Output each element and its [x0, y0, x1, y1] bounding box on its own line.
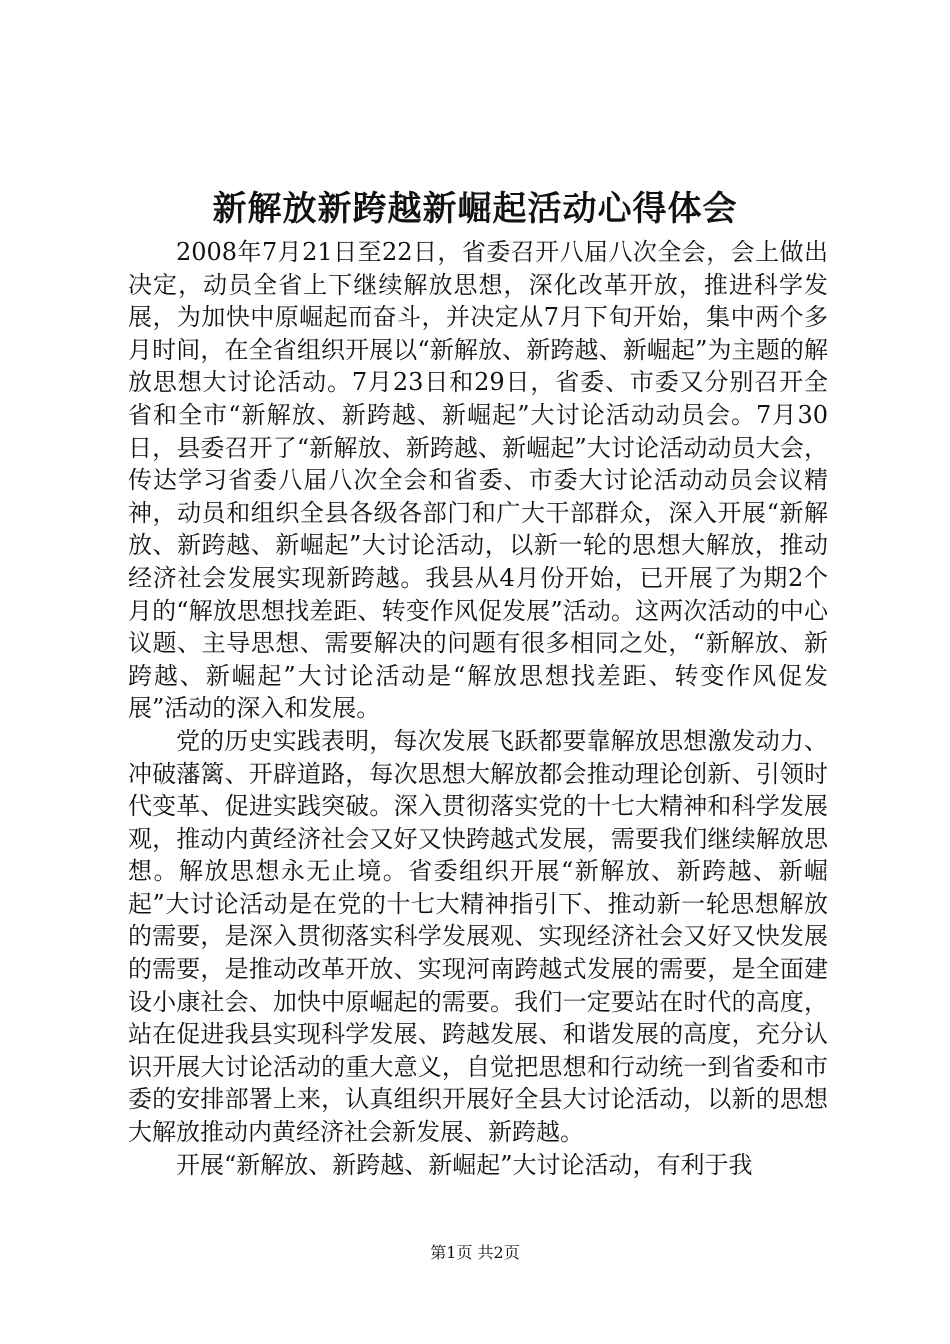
document-body	[128, 236, 828, 1181]
document-title: 新解放新跨越新崛起活动心得体会	[212, 189, 738, 229]
paragraph-2: 党的历史实践表明，每次发展飞跃都要靠解放思想激发动力、冲破藩篱、开辟道路，每次思想大解放都会推动理论创新、引领时代变革、促进实践突破。深入贯彻落实党的十七大精神和科学发展观，推动内黄经济社会又好又快跨越式发展，需要我们继续解放思想。解放思想永无止境。省委组织开展“新解放、新跨越、新崛起”大讨论活动是在党的十七大精神指引下、推动新一轮思想解放的需要，是深入贯彻落实科学发展观、实现经济社会又好又快发展的需要，是推动改革开放、实现河南跨越式发展的需要，是全面建设小康社会、加快中原崛起的需要。我们一定要站在时代的高度，站在促进我县实现科学发展、跨越发展、和谐发展的高度，充分认识开展大讨论活动的重大意义，自觉把思想和行动统一到省委和市委的安排部署上来，认真组织开展好全县大讨论活动，以新的思想大解放推动内黄经济社会新发展、新跨越。	[128, 726, 828, 1147]
page-footer: 第1页 共2页	[430, 1243, 520, 1262]
paragraph-3: 开展“新解放、新跨越、新崛起”大讨论活动，有利于我	[176, 1150, 753, 1179]
paragraph-1: 2008年7月21日至22日，省委召开八届八次全会，会上做出决定，动员全省上下继续解放思想，深化改革开放，推进科学发展，为加快中原崛起而奋斗，并决定从7月下旬开始，集中两个多月时间，在全省组织开展以“新解放、新跨越、新崛起”为主题的解放思想大讨论活动。7月23日和29日，省委、市委又分别召开全省和全市“新解放、新跨越、新崛起”大讨论活动动员会。7月30日，县委召开了“新解放、新跨越、新崛起”大讨论活动动员大会，传达学习省委八届八次全会和省委、市委大讨论活动动员会议精神，动员和组织全县各级各部门和广大干部群众，深入开展“新解放、新跨越、新崛起”大讨论活动，以新一轮的思想大解放，推动经济社会发展实现新跨越。我县从4月份开始，已开展了为期2个月的“解放思想找差距、转变作风促发展”活动。这两次活动的中心议题、主导思想、需要解决的问题有很多相同之处，“新解放、新跨越、新崛起”大讨论活动是“解放思想找差距、转变作风促发展”活动的深入和发展。	[128, 238, 828, 723]
